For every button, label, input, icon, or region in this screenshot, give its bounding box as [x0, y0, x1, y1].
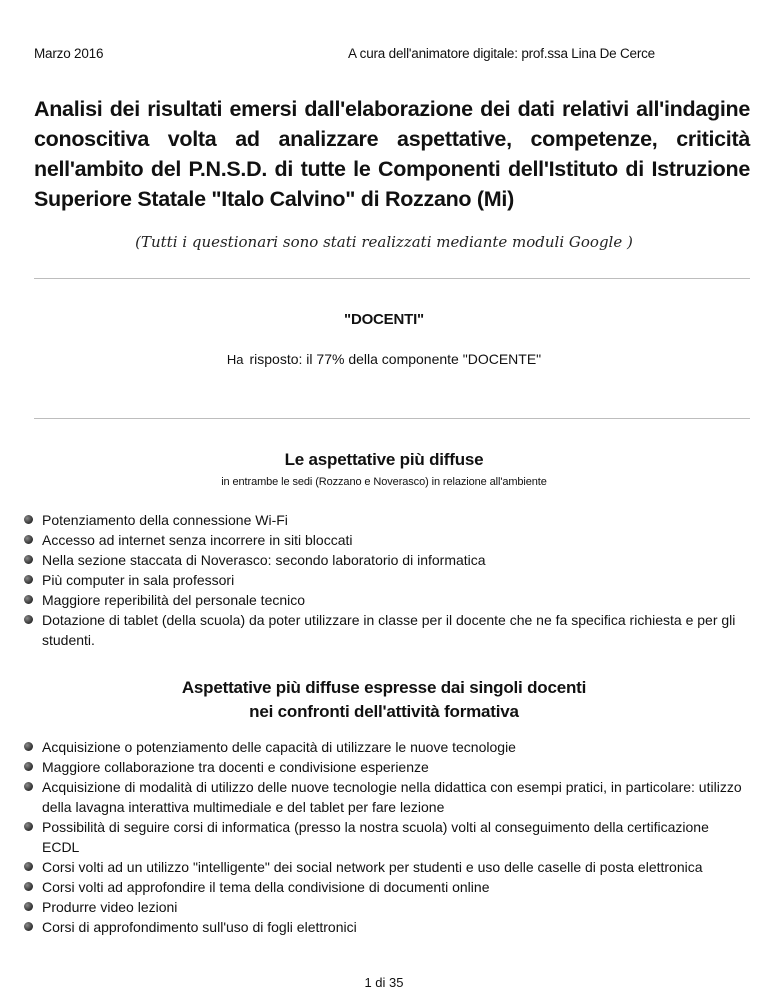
section-heading-line: nei confronti dell'attività formativa [249, 702, 519, 721]
list-item-text: Accesso ad internet senza incorrere in siti bloccati [42, 532, 353, 548]
list-item [22, 570, 742, 590]
bullet-icon [24, 575, 33, 584]
list-item-text: Maggiore reperibilità del personale tecnico [42, 592, 306, 608]
document-subtitle: (Tutti i questionari sono stati realizzati mediante moduli Google ) [135, 233, 633, 251]
section-heading-aspettative: Le aspettative più diffuse [284, 450, 484, 469]
list-item [22, 917, 742, 937]
bullet-icon [24, 595, 33, 604]
docenti-heading: "DOCENTI" [344, 311, 424, 328]
list-item [22, 610, 742, 650]
list-item-text: Corsi di approfondimento sull'uso di fogli elettronici [42, 919, 357, 935]
list-item [22, 550, 742, 570]
list-item [22, 510, 742, 530]
section-heading-formazione [0, 676, 768, 724]
section-subheading-sedi: in entrambe le sedi (Rozzano e Noverasco) in relazione all'ambiente [221, 476, 547, 488]
bullet-icon [24, 822, 33, 831]
header-date: Marzo 2016 [34, 46, 104, 61]
list-item-text: Maggiore collaborazione tra docenti e condivisione esperienze [42, 759, 429, 775]
list-item-text: Possibilità di seguire corsi di informatica (presso la nostra scuola) volti al conseguimento della certificazione ECDL [42, 819, 709, 855]
list-item [22, 817, 742, 857]
list-item [22, 897, 742, 917]
divider [34, 418, 750, 419]
response-rate-line [0, 351, 768, 367]
aspettative-formazione-list [22, 737, 742, 937]
list-item [22, 590, 742, 610]
divider [34, 278, 750, 279]
response-text: risposto: il 77% della componente "DOCENTE" [249, 351, 542, 367]
list-item-text: Corsi volti ad un utilizzo "intelligente" dei social network per studenti e uso delle caselle di posta elettronica [42, 859, 703, 875]
page-number: 1 di 35 [364, 975, 404, 990]
bullet-icon [24, 862, 33, 871]
bullet-icon [24, 535, 33, 544]
page-header [34, 46, 655, 66]
list-item [22, 877, 742, 897]
response-prefix: Ha [226, 352, 244, 367]
list-item [22, 857, 742, 877]
list-item-text: Acquisizione o potenziamento delle capacità di utilizzare le nuove tecnologie [42, 739, 516, 755]
bullet-icon [24, 762, 33, 771]
bullet-icon [24, 615, 33, 624]
document-title: Analisi dei risultati emersi dall'elaborazione dei dati relativi all'indagine conoscitiva volta ad analizzare aspettative, competenze, criticità nell'ambito del P.N.S.D. di tutte le Componenti dell'Istituto di Istruzione Superiore Statale "Italo Calvino" di Rozzano (Mi) [34, 97, 750, 211]
list-item-text: Potenziamento della connessione Wi-Fi [42, 512, 288, 528]
bullet-icon [24, 515, 33, 524]
list-item-text: Corsi volti ad approfondire il tema della condivisione di documenti online [42, 879, 490, 895]
bullet-icon [24, 902, 33, 911]
list-item-text: Produrre video lezioni [42, 899, 178, 915]
list-item [22, 737, 742, 757]
header-author: A cura dell'animatore digitale: prof.ssa Lina De Cerce [348, 46, 655, 61]
list-item-text: Più computer in sala professori [42, 572, 235, 588]
bullet-icon [24, 555, 33, 564]
bullet-icon [24, 782, 33, 791]
bullet-icon [24, 882, 33, 891]
list-item-text: Dotazione di tablet (della scuola) da poter utilizzare in classe per il docente che ne fa specifica richiesta e per gli studenti. [42, 612, 736, 648]
list-item [22, 777, 742, 817]
list-item-text: Acquisizione di modalità di utilizzo delle nuove tecnologie nella didattica con esempi pratici, in particolare: utilizzo della lavagna interattiva multimediale e del tablet per fare lezione [42, 779, 742, 815]
list-item [22, 530, 742, 550]
bullet-icon [24, 922, 33, 931]
list-item-text: Nella sezione staccata di Noverasco: secondo laboratorio di informatica [42, 552, 486, 568]
bullet-icon [24, 742, 33, 751]
aspettative-ambiente-list [22, 510, 742, 650]
section-heading-line: Aspettative più diffuse espresse dai singoli docenti [181, 678, 587, 697]
list-item [22, 757, 742, 777]
